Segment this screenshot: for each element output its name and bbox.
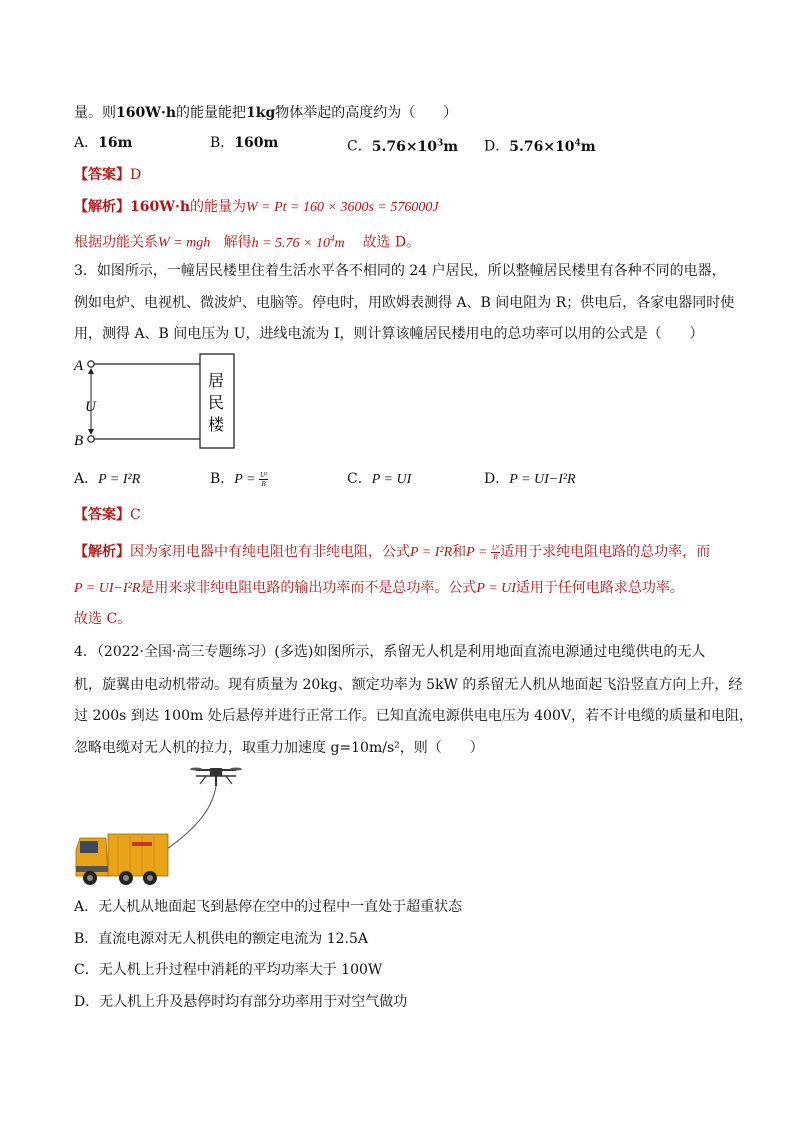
q3-stem-line2: 例如电炉、电视机、微波炉、电脑等。停电时，用欧姆表测得 A、B 间电阻为 R；供电后，各家电器同时使 — [74, 295, 735, 311]
q4-option-a: A．无人机从地面起飞到悬停在空中的过程中一直处于超重状态 — [74, 899, 463, 915]
label-u: U — [85, 399, 96, 415]
q4-drone-truck-illustration — [72, 762, 252, 890]
building-char-2: 民 — [208, 395, 225, 412]
q3-circuit-diagram — [70, 350, 240, 450]
q2-option-d: D．$5.76\times 10^4m$ — [484, 138, 596, 155]
q4-option-d: D．无人机上升及悬停时均有部分功率用于对空气做功 — [74, 994, 408, 1010]
terminal-b — [88, 436, 94, 442]
q3-stem-line3: 用，测得 A、B 间电压为 U，进线电流为 I，则计算该幢居民楼用电的总功率可以用的公式是（ ） — [74, 326, 704, 342]
q4-stem-line3: 过 200s 到达 100m 处后悬停并进行正常工作。已知直流电源供电电压为 400V，若不计电缆的质量和电阻， — [74, 708, 753, 724]
q4-option-b: B．直流电源对无人机供电的额定电流为 12.5A — [74, 931, 369, 947]
q2-analysis-line1: 【解析】160W·h的能量为W = Pt = 160 × 3600s = 576000J — [74, 199, 439, 215]
q3-answer: 【答案】C — [74, 507, 141, 523]
q2-option-a: A．16m — [74, 135, 133, 151]
building-char-3: 楼 — [208, 417, 225, 434]
drone-icon — [190, 768, 242, 787]
q4-stem-line2: 机，旋翼由电动机带动。现有质量为 20kg、额定功率为 5kW 的系留无人机从地面起飞沿竖直方向上升，经 — [74, 677, 743, 693]
q4-stem-line1: 4．（2022·全国·高三专题练习）(多选)如图所示，系留无人机是利用地面直流电源通过电缆供电的无人 — [74, 644, 706, 660]
terminal-a — [88, 361, 94, 367]
q3-option-c: C．P = UI — [347, 471, 412, 487]
q4-option-c: C．无人机上升过程中消耗的平均功率大于 100W — [74, 962, 383, 978]
truck-icon — [76, 834, 168, 885]
q3-analysis-line1: 【解析】因为家用电器中有纯电阻也有非纯电阻，公式P = I²R和P = $\frac{\text{U²}}{R}$ 适用于求纯电阻电路的总功率，而 — [74, 543, 711, 561]
q3-analysis-line2: P = UI−I²R是用来求非纯电阻电路的输出功率而不是总功率。公式P = UI适用于任何电路求总功率。 — [74, 580, 684, 596]
voltage-arrow-up-head — [88, 368, 94, 374]
building-char-1: 居 — [208, 373, 225, 390]
voltage-arrow-down-head — [88, 429, 94, 435]
label-b: B — [74, 433, 84, 449]
q2-option-c: C．$5.76\times 10^3m$ — [347, 138, 459, 155]
q4-stem-line4: 忽略电缆对无人机的拉力，取重力加速度 g=10m/s²，则（ ） — [74, 740, 484, 756]
q3-option-d: D．P = UI−I²R — [484, 471, 576, 487]
q3-option-b: B．P = $\frac{\text{U²}}{R}$ — [210, 470, 268, 488]
q3-analysis-line3: 故选 C。 — [74, 611, 132, 627]
q2-stem: 量。则160W·h的能量能把1kg物体举起的高度约为（ ） — [74, 105, 458, 121]
q3-option-a: A．P = I²R — [74, 471, 141, 487]
q2-analysis-line2: 根据功能关系W = mgh 解得$h = 5.76 \times 10^4m$ 故选 D。 — [74, 233, 421, 251]
q2-answer: 【答案】D — [74, 167, 142, 183]
q3-stem-line1: 3．如图所示，一幢居民楼里住着生活水平各不相同的 24 户居民，所以整幢居民楼里有各种不同的电器， — [74, 263, 726, 279]
q2-option-b: B．160m — [210, 135, 279, 151]
label-a: A — [74, 358, 84, 374]
